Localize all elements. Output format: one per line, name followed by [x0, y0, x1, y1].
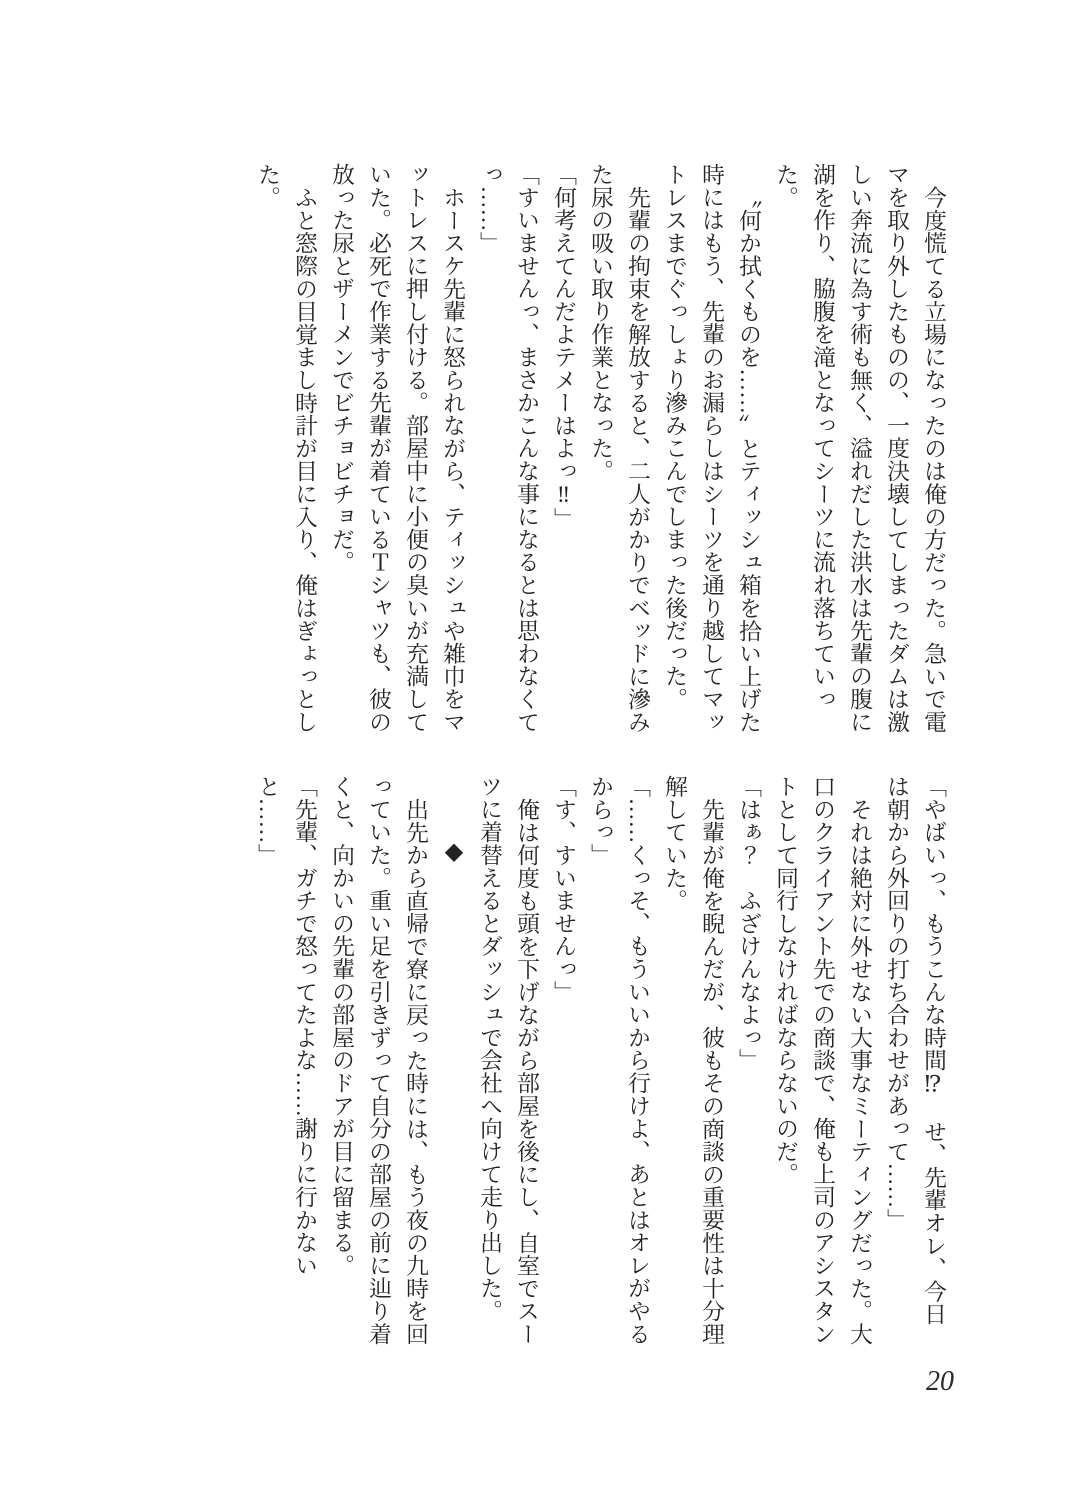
paragraph: 先輩の拘束を解放すると、二人がかりでベッドに滲みた尿の吸い取り作業となった。 — [588, 163, 650, 733]
paragraph: 今度慌てる立場になったのは俺の方だった。急いで電マを取り外したものの、一度決壊してしまったダムは激しい奔流に為す術も無く、溢れだした洪水は先輩の腹に湖を作り、脇腹を滝となってシーツに流れ落ちていった。 — [773, 163, 946, 733]
paragraph: ふと窓際の目覚まし時計が目に入り、俺はぎょっとした。 — [255, 163, 317, 733]
paragraph: 〝何か拭くものを……〟とティッシュ箱を拾い上げた時にはもう、先輩のお漏らしはシーツを通り越してマットレスまでぐっしょり滲みこんでしまった後だった。 — [662, 163, 761, 733]
dialogue-line: 「何考えてんだよテメーはよっ‼」 — [551, 163, 576, 530]
paragraph: 出先から直帰で寮に戻った時には、もう夜の九時を回っていた。重い足を引きずって自分の部屋の前に辿り着くと、向かいの先輩の部屋のドアが目に留まる。 — [329, 775, 428, 1345]
paragraph: それは絶対に外せない大事なミーティングだった。大口のクライアント先での商談で、俺も上司のアシスタントとして同行しなければならないのだ。 — [773, 775, 872, 1345]
dialogue-line: 「先輩、ガチで怒ってたよな……謝りに行かないと……」 — [255, 775, 317, 1277]
paragraph: 俺は何度も頭を下げながら部屋を後にし、自室でスーツに着替えるとダッシュで会社へ向けて走り出した。 — [477, 775, 539, 1345]
text-block-bottom — [249, 775, 952, 1345]
text-block-top — [249, 163, 952, 733]
dialogue-line: 「す、すいませんっ」 — [551, 775, 576, 1003]
paragraph: 先輩が俺を睨んだが、彼もその商談の重要性は十分理解していた。 — [662, 775, 724, 1345]
page-number: 20 — [926, 1366, 954, 1397]
paragraph: ホースケ先輩に怒られながら、ティッシュや雑巾をマットレスに押し付ける。部屋中に小便の臭いが充満していた。必死で作業する先輩が着ているＴシャツも、彼の放った尿とザーメンでビチョビチョだ。 — [329, 163, 465, 733]
dialogue-line: 「すいませんっ、まさかこんな事になるとは思わなくてっ……」 — [477, 163, 539, 733]
dialogue-line: 「はぁ？ ふざけんなよっ」 — [736, 775, 761, 1072]
dialogue-line: 「……くっそ、もういいから行けよ、あとはオレがやるからっ」 — [588, 775, 650, 1345]
scene-separator-diamond-icon: ◆ — [440, 837, 466, 866]
dialogue-line: 「やばいっ、もうこんな時間⁉ せ、先輩オレ、今日は朝から外回りの打ち合わせがあって……」 — [884, 775, 946, 1326]
